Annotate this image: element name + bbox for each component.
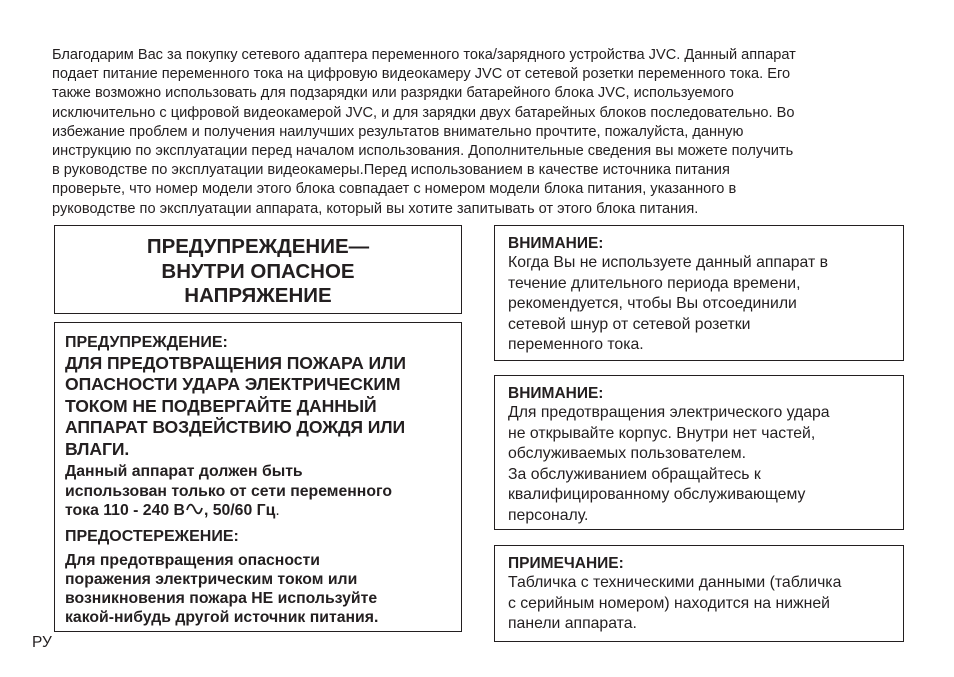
- notice-heading: ВНИМАНИЕ:: [508, 235, 604, 252]
- note-text: [508, 573, 903, 635]
- danger-title-line: ВНУТРИ ОПАСНОЕ: [161, 259, 355, 283]
- warning-line: АППАРАТ ВОЗДЕЙСТВИЮ ДОЖДЯ ИЛИ: [65, 417, 406, 438]
- intro-line: избежание проблем и получения наилучших результатов внимательно прочтите, пожалуйста, данную: [52, 123, 744, 140]
- intro-line: в руководстве по эксплуатации видеокамеры.Перед использованием в качестве источника питания: [52, 162, 730, 179]
- note-line: с серийным номером) находится на нижней: [508, 594, 830, 612]
- intro-line: также возможно использовать для подзарядки или разрядки батарейного блока JVC, используемого: [52, 85, 734, 102]
- notice-line: Когда Вы не используете данный аппарат в: [508, 254, 828, 271]
- notice-line: обслуживаемых пользователем.: [508, 445, 747, 463]
- period-text: .: [275, 502, 280, 520]
- intro-line: подает питание переменного тока на цифровую видеокамеру JVC от сетевой розетки переменного тока. Его: [52, 66, 791, 83]
- page-language-label: РУ: [32, 634, 52, 651]
- intro-line: исключительно с цифровой видеокамерой JVC, и для зарядки двух батарейных блоков последовательно. Во: [52, 104, 795, 121]
- note-line: панели аппарата.: [508, 615, 637, 633]
- notice-line: течение длительного периода времени,: [508, 274, 801, 292]
- frequency-text: , 50/60 Гц: [203, 502, 276, 520]
- warning-box: [54, 322, 462, 632]
- voltage-text: тока 110 - 240 В: [65, 502, 185, 520]
- intro-line: проверьте, что номер модели этого блока совпадает с номером модели блока питания, указанного в: [52, 181, 737, 198]
- intro-line: Благодарим Вас за покупку сетевого адаптера переменного тока/зарядного устройства JVC. Данный аппарат: [52, 47, 796, 63]
- warning-heading: ПРЕДУПРЕЖДЕНИЕ:: [65, 334, 228, 351]
- notice-box-shock: [494, 375, 904, 530]
- power-line: использован только от сети переменного: [65, 482, 392, 500]
- caution-line: Для предотвращения опасности: [65, 551, 320, 569]
- notice-line: переменного тока.: [508, 336, 644, 354]
- note-heading: ПРИМЕЧАНИЕ:: [508, 555, 624, 572]
- notice-box-disconnect: [494, 225, 904, 361]
- notice-heading: ВНИМАНИЕ:: [508, 385, 604, 402]
- caution-heading: ПРЕДОСТЕРЕЖЕНИЕ:: [65, 527, 239, 545]
- notice-line: Для предотвращения электрического удара: [508, 404, 830, 421]
- warning-line: ТОКОМ НЕ ПОДВЕРГАЙТЕ ДАННЫЙ: [65, 395, 377, 416]
- power-line-voltage: [65, 501, 461, 521]
- note-box: [494, 545, 904, 642]
- power-requirement: [65, 462, 461, 521]
- note-line: Табличка с техническими данными (табличка: [508, 574, 842, 591]
- caution-line: возникновения пожара НЕ используйте: [65, 589, 378, 607]
- power-line: Данный аппарат должен быть: [65, 463, 303, 481]
- ac-sine-wave-icon: [186, 501, 203, 521]
- notice-text: [508, 403, 903, 527]
- notice-line: За обслуживанием обращайтесь к: [508, 465, 761, 483]
- intro-paragraph: [52, 46, 914, 219]
- warning-line: ОПАСНОСТИ УДАРА ЭЛЕКТРИЧЕСКИМ: [65, 374, 401, 395]
- danger-title: [55, 226, 461, 309]
- caution-line: какой-нибудь другой источник питания.: [65, 608, 379, 626]
- warning-text: [65, 353, 461, 460]
- warning-line: ВЛАГИ.: [65, 438, 130, 459]
- notice-text: [508, 253, 903, 356]
- notice-line: квалифицированному обслуживающему: [508, 486, 806, 504]
- intro-line: инструкцию по эксплуатации перед началом использования. Дополнительные сведения вы можете получить: [52, 143, 794, 160]
- caution-text: [65, 551, 461, 627]
- intro-line: руководстве по эксплуатации аппарата, который вы хотите запитывать от этого блока питания.: [52, 200, 699, 217]
- danger-title-line: ПРЕДУПРЕЖДЕНИЕ—: [146, 235, 370, 258]
- warning-line: ДЛЯ ПРЕДОТВРАЩЕНИЯ ПОЖАРА ИЛИ: [65, 353, 406, 373]
- notice-line: персоналу.: [508, 506, 589, 524]
- notice-line: сетевой шнур от сетевой розетки: [508, 315, 751, 333]
- danger-title-box: [54, 225, 462, 314]
- danger-title-line: НАПРЯЖЕНИЕ: [184, 284, 332, 307]
- notice-line: не открывайте корпус. Внутри нет частей,: [508, 424, 816, 442]
- caution-line: поражения электрическим током или: [65, 570, 358, 588]
- notice-line: рекомендуется, чтобы Вы отсоединили: [508, 295, 797, 313]
